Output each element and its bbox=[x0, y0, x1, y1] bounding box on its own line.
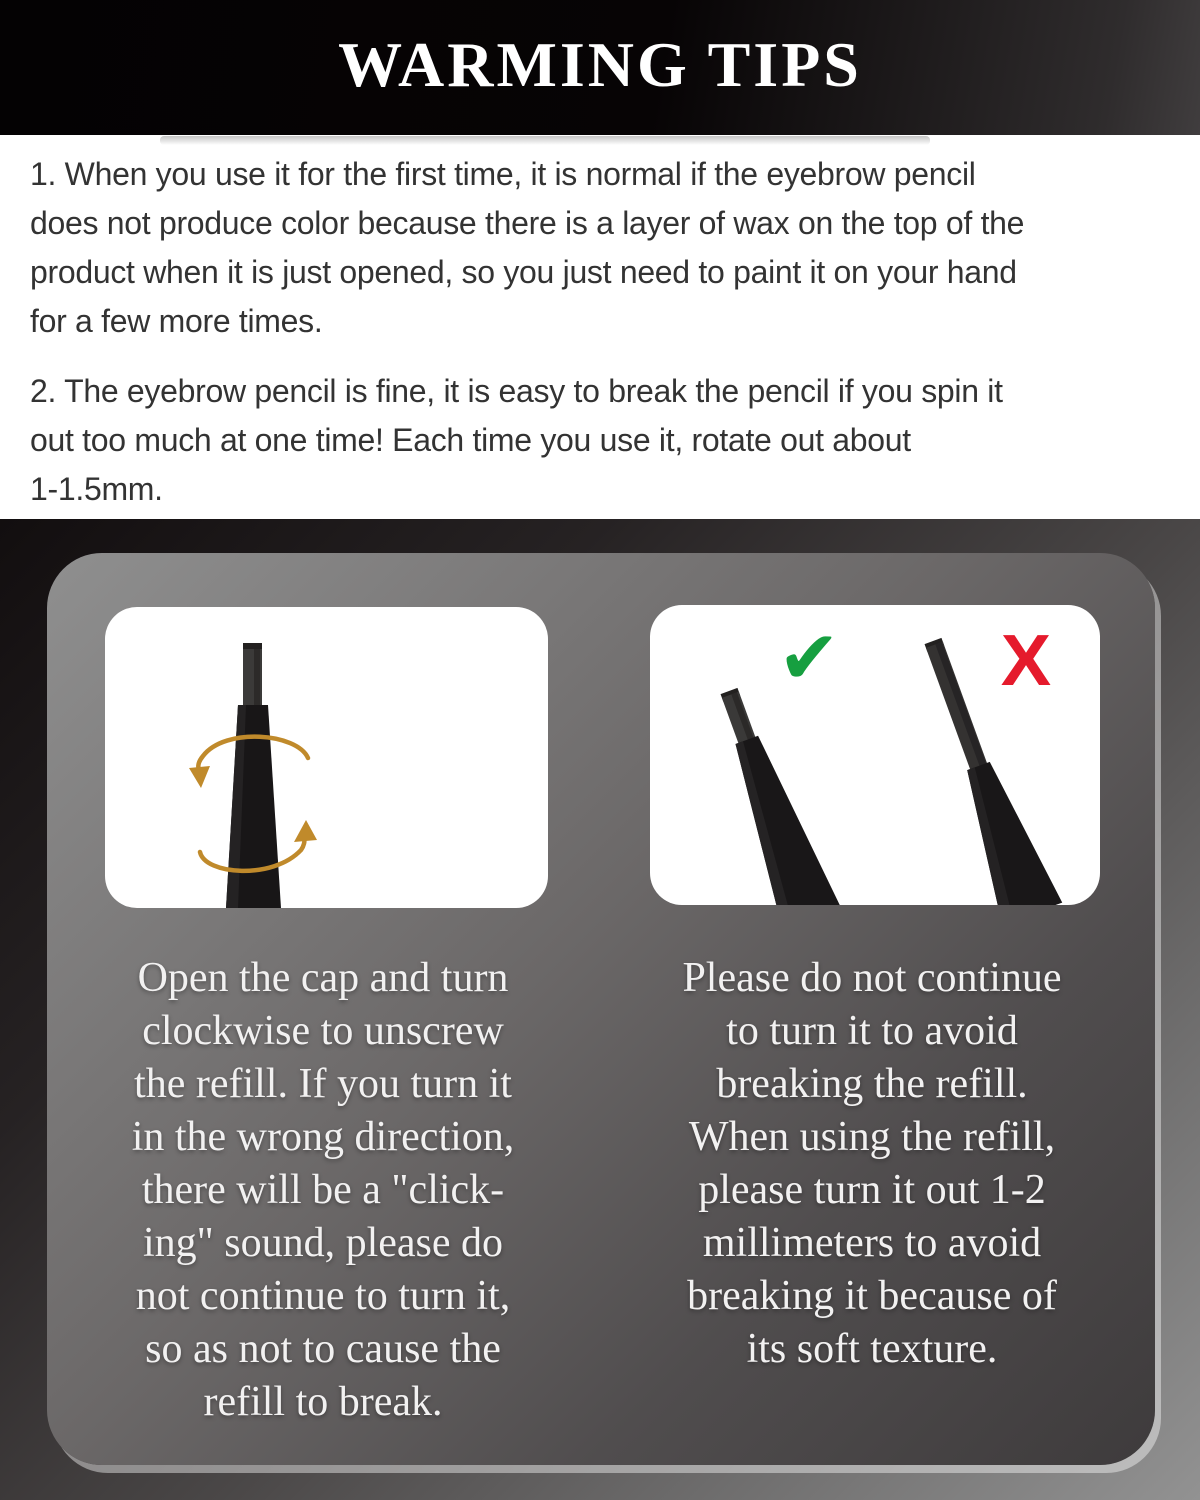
instruction-paragraph-2 bbox=[30, 367, 1175, 514]
rotate-pencil-image bbox=[105, 607, 548, 908]
caption-line: the refill. If you turn it bbox=[134, 1061, 512, 1107]
caption-line: please turn it out 1-2 bbox=[698, 1167, 1046, 1213]
caption-line: clockwise to unscrew bbox=[142, 1008, 504, 1054]
check-icon: ✔ bbox=[778, 615, 841, 701]
instruction-paragraph-1 bbox=[30, 150, 1175, 346]
left-caption bbox=[63, 952, 583, 1429]
dark-section bbox=[0, 519, 1200, 1500]
rotate-arrows-icon bbox=[105, 607, 548, 908]
caption-line: ing" sound, please do bbox=[142, 1220, 504, 1266]
header-banner bbox=[0, 0, 1200, 135]
caption-line: not continue to turn it, bbox=[135, 1273, 511, 1319]
page-title: WARMING TIPS bbox=[338, 28, 862, 100]
right-wrong-pencil-image bbox=[650, 605, 1100, 905]
caption-line: there will be a "click- bbox=[141, 1167, 505, 1213]
caption-line: breaking it because of bbox=[687, 1273, 1057, 1319]
caption-line: in the wrong direction, bbox=[131, 1114, 515, 1160]
text-line: 1. When you use it for the first time, it is normal if the eyebrow pencil bbox=[30, 156, 976, 192]
text-line: product when it is just opened, so you just need to paint it on your hand bbox=[30, 254, 1017, 290]
text-line: does not produce color because there is a layer of wax on the top of the bbox=[30, 205, 1025, 241]
text-line: 1-1.5mm. bbox=[30, 471, 163, 507]
text-line: for a few more times. bbox=[30, 303, 323, 339]
caption-line: Open the cap and turn bbox=[137, 955, 509, 1001]
caption-line: refill to break. bbox=[203, 1379, 443, 1425]
caption-line: to turn it to avoid bbox=[726, 1008, 1018, 1054]
header-shadow bbox=[160, 136, 930, 145]
caption-line: Please do not continue bbox=[682, 955, 1062, 1001]
cross-icon: X bbox=[1000, 621, 1052, 701]
text-line: out too much at one time! Each time you use it, rotate out about bbox=[30, 422, 911, 458]
caption-line: When using the refill, bbox=[688, 1114, 1056, 1160]
caption-line: millimeters to avoid bbox=[702, 1220, 1042, 1266]
caption-line: its soft texture. bbox=[746, 1326, 998, 1372]
instructions-text bbox=[30, 150, 1175, 514]
caption-line: so as not to cause the bbox=[145, 1326, 501, 1372]
caption-line: breaking the refill. bbox=[716, 1061, 1028, 1107]
right-caption bbox=[612, 952, 1132, 1376]
text-line: 2. The eyebrow pencil is fine, it is easy to break the pencil if you spin it bbox=[30, 373, 1003, 409]
tips-panel bbox=[47, 553, 1155, 1465]
